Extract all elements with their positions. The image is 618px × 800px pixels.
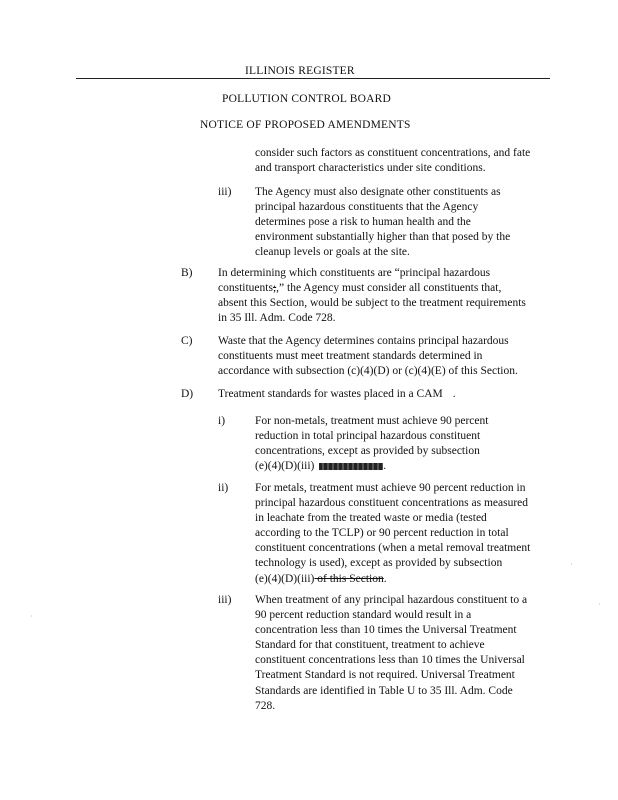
text-run: constituents [218, 282, 273, 295]
text-line: constituent concentrations less than 10 times the Universal [255, 654, 525, 667]
board-title: POLLUTION CONTROL BOARD [222, 93, 392, 105]
text-line: determines pose a risk to human health and the [255, 216, 471, 229]
item-c-text [218, 334, 518, 379]
text-line [218, 281, 526, 296]
text-line: constituents must meet treatment standards determined in [218, 350, 483, 363]
item-iii-b-text [255, 593, 527, 714]
notice-title: NOTICE OF PROPOSED AMENDMENTS [200, 119, 411, 131]
text-line: For metals, treatment must achieve 90 percent reduction in [255, 482, 526, 494]
text-run: . [383, 572, 387, 585]
text-line: Standard for that constituent, treatment to achieve [255, 639, 485, 652]
item-iii-text [255, 185, 510, 260]
text-line: 728. [255, 699, 276, 712]
text-line: principal hazardous constituents that the Agency [255, 201, 479, 214]
item-number: iii) [218, 594, 232, 606]
text-run: ,” the Agency must consider all constituents that, [276, 282, 502, 295]
text-line: When treatment of any principal hazardous constituent to a [255, 594, 528, 606]
text-line: consider such factors as constituent concentrations, and fate [255, 147, 531, 159]
continued-paragraph [255, 146, 530, 176]
item-number: D) [181, 388, 194, 400]
text-line [255, 459, 488, 474]
text-run: . [452, 388, 456, 400]
text-line: concentrations, except as provided by subsection [255, 445, 480, 458]
header-rule [76, 78, 550, 79]
text-line: absent this Section, would be subject to the treatment requirements [218, 297, 526, 310]
scan-speck: · [30, 612, 33, 621]
scan-speck: · [598, 600, 601, 609]
item-number: i) [218, 415, 226, 427]
text-line: Waste that the Agency determines contains principal hazardous [218, 335, 509, 347]
item-i-text [255, 414, 488, 474]
text-line: and transport characteristics under site conditions. [255, 162, 486, 175]
text-line: Standards are identified in Table U to 35 Ill. Adm. Code [255, 684, 513, 697]
text-line: technology is used), except as provided by subsection [255, 557, 503, 570]
item-b-text [218, 266, 526, 326]
text-line: 90 percent reduction standard would result in a [255, 609, 472, 622]
text-line: principal hazardous constituent concentrations as measured [255, 497, 529, 510]
text-line: In determining which constituents are “principal hazardous [218, 267, 491, 279]
text-line: The Agency must also designate other constituents as [255, 186, 501, 198]
item-number: B) [181, 267, 193, 279]
text-line: For non-metals, treatment must achieve 90 percent [255, 415, 489, 427]
text-line: environment substantially higher than that posed by the [255, 231, 511, 244]
item-d-text [218, 387, 456, 402]
text-run: (e)(4)(D)(iii) [255, 572, 315, 585]
item-number: iii) [218, 186, 232, 198]
text-line: constituent concentrations (when a metal removal treatment [255, 542, 531, 555]
item-number: ii) [218, 482, 229, 494]
text-run: . [383, 460, 387, 473]
text-line: concentration less than 10 times the Universal Treatment [255, 624, 517, 637]
text-run: Treatment standards for wastes placed in a CAM [218, 388, 443, 400]
text-run: (e)(4)(D)(iii) [255, 460, 315, 473]
struck-text: of this Section [314, 572, 384, 585]
text-line: in leachate from the treated waste or media (tested [255, 512, 487, 525]
text-line: Treatment Standard is not required. Universal Treatment [255, 669, 515, 682]
item-number: C) [181, 335, 193, 347]
text-line: according to the TCLP) or 90 percent reduction in total [255, 527, 509, 540]
text-line: accordance with subsection (c)(4)(D) or (c)(4)(E) of this Section. [218, 365, 518, 378]
item-ii-text [255, 481, 530, 587]
register-title: ILLINOIS REGISTER [245, 65, 355, 77]
scan-speck: · [570, 560, 573, 569]
text-line: cleanup levels or goals at the site. [255, 246, 410, 259]
text-line: reduction in total principal hazardous constituent [255, 430, 481, 443]
text-line [255, 572, 530, 587]
redaction-mark [319, 463, 383, 470]
text-line: in 35 Ill. Adm. Code 728. [218, 312, 336, 325]
struck-text: ; [272, 282, 277, 295]
